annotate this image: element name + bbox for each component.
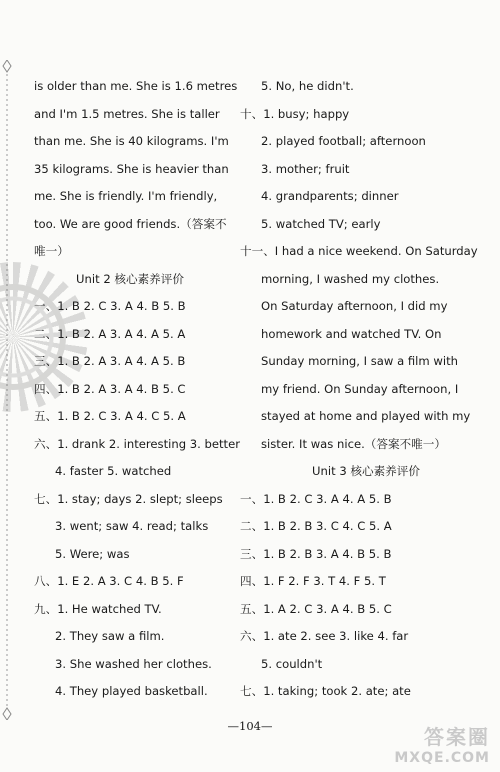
answer-line: 十、1. busy; happy (240, 106, 350, 121)
answer-line: 五、1. B 2. C 3. A 4. C 5. A (34, 409, 186, 423)
paragraph-line: too. We are good friends.（答案不 (34, 216, 227, 231)
answer-line: 4. faster 5. watched (55, 464, 172, 478)
paragraph-line: stayed at home and played with my (261, 409, 471, 423)
answer-line: 三、1. B 2. A 3. A 4. A 5. B (34, 354, 186, 368)
answer-line: 4. They played basketball. (55, 684, 208, 698)
paragraph-line: 唯一） (34, 244, 69, 258)
paragraph-line: sister. It was nice.（答案不唯一） (261, 436, 446, 451)
paragraph-line: and I'm 1.5 metres. She is taller (34, 106, 220, 121)
paragraph-line: 十一、I had a nice weekend. On Saturday (240, 244, 478, 258)
answer-line: 八、1. E 2. A 3. C 4. B 5. F (34, 574, 184, 588)
answer-line: 五、1. A 2. C 3. A 4. B 5. C (240, 601, 392, 616)
answer-line: 2. They saw a film. (55, 629, 165, 643)
answer-line: 七、1. stay; days 2. slept; sleeps (34, 491, 223, 506)
answer-line: 四、1. B 2. A 3. A 4. B 5. C (34, 381, 186, 396)
answer-line: 三、1. B 2. B 3. A 4. B 5. B (240, 546, 392, 561)
answer-line: 3. She washed her clothes. (55, 656, 212, 671)
answer-line: 3. mother; fruit (261, 161, 350, 176)
answer-line: 3. went; saw 4. read; talks (55, 519, 209, 533)
answer-line: 4. grandparents; dinner (261, 189, 399, 203)
answer-line: 5. Were; was (55, 546, 130, 561)
answer-line: 六、1. ate 2. see 3. like 4. far (240, 629, 409, 643)
answer-line: 六、1. drank 2. interesting 3. better (34, 436, 240, 451)
site-watermark (394, 724, 490, 768)
paragraph-line: homework and watched TV. On (261, 326, 442, 341)
paragraph-line: 35 kilograms. She is heavier than (34, 161, 229, 176)
answer-line: 5. watched TV; early (261, 216, 381, 231)
watermark-url: MXQE.COM (394, 750, 490, 766)
watermark-title: 答案圈 (424, 725, 490, 749)
answer-line: 九、1. He watched TV. (34, 601, 162, 616)
answer-line: 一、1. B 2. C 3. A 4. B 5. B (34, 299, 186, 313)
unit2-heading: Unit 2 核心素养评价 (76, 271, 184, 286)
paragraph-line: On Saturday afternoon, I did my (261, 299, 448, 313)
answer-line: 二、1. B 2. A 3. A 4. A 5. A (34, 326, 186, 341)
paragraph-line: than me. She is 40 kilograms. I'm (34, 134, 229, 148)
paragraph-line: morning, I washed my clothes. (261, 271, 440, 286)
page-number: —104— (227, 719, 273, 733)
right-column (240, 73, 492, 706)
answer-line: 5. No, he didn't. (261, 79, 354, 93)
paragraph-line: Sunday morning, I saw a film with (261, 354, 458, 368)
answer-line: 一、1. B 2. C 3. A 4. A 5. B (240, 491, 392, 506)
paragraph-line: my friend. On Sunday afternoon, I (261, 381, 459, 396)
unit3-heading: Unit 3 核心素养评价 (312, 464, 420, 478)
answer-line: 5. couldn't (261, 656, 323, 671)
paragraph-line: me. She is friendly. I'm friendly, (34, 189, 218, 203)
left-column (34, 73, 240, 706)
letter-paragraph (34, 73, 238, 266)
answer-line: 七、1. taking; took 2. ate; ate (240, 684, 411, 698)
answer-line: 四、1. F 2. F 3. T 4. F 5. T (240, 574, 386, 588)
answer-line: 2. played football; afternoon (261, 134, 426, 148)
essay-paragraph (240, 238, 492, 458)
paragraph-line: is older than me. She is 1.6 metres (34, 79, 238, 93)
answer-line: 二、1. B 2. B 3. C 4. C 5. A (240, 519, 392, 533)
